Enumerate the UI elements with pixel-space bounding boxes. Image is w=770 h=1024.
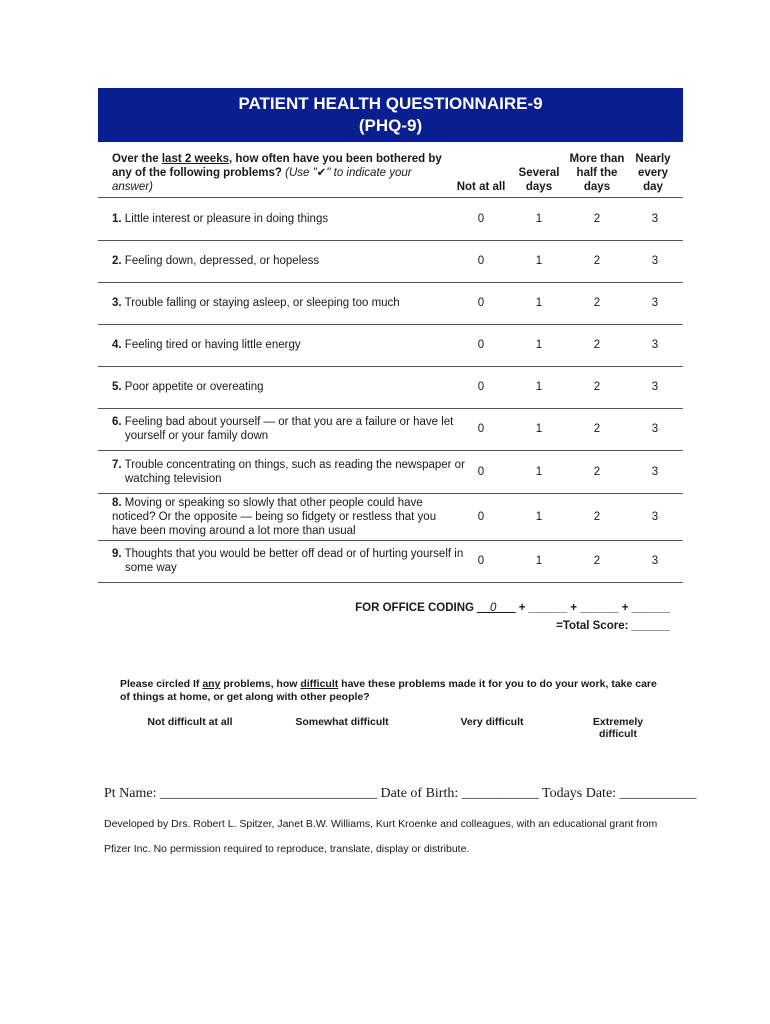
score-option[interactable]: 2: [593, 465, 601, 478]
difficulty-option-very[interactable]: Very difficult: [460, 716, 524, 728]
question-row: [112, 540, 682, 582]
question-text: 3. Trouble falling or staying asleep, or sleeping too much: [112, 297, 400, 309]
question-row: [112, 366, 682, 408]
score-option[interactable]: 0: [477, 255, 485, 267]
score-option[interactable]: 0: [477, 555, 485, 567]
score-option[interactable]: 1: [535, 555, 543, 567]
score-option[interactable]: 1: [535, 213, 543, 225]
score-option[interactable]: 3: [651, 213, 659, 225]
office-coding: FOR OFFICE CODING __0___ + ______ + ______ + ______: [355, 602, 670, 614]
score-option[interactable]: 1: [535, 297, 543, 309]
score-option[interactable]: 2: [593, 510, 601, 523]
office-coding-first: __0___: [477, 602, 516, 614]
question-text: 6. Feeling bad about yourself — or that you are a failure or have let yourself or your family down: [112, 416, 454, 442]
score-option[interactable]: 3: [651, 510, 659, 523]
row-rule: [98, 582, 683, 583]
score-option[interactable]: 0: [477, 339, 485, 351]
score-option[interactable]: 1: [535, 255, 543, 267]
score-option[interactable]: 2: [593, 339, 601, 351]
score-option[interactable]: 0: [477, 423, 485, 435]
question-row: [112, 240, 682, 282]
score-option[interactable]: 2: [593, 555, 601, 567]
question-text: 7. Trouble concentrating on things, such as reading the newspaper or watching television: [112, 458, 465, 485]
difficulty-question: Please circled If any problems, how difficult have these problems made it for you to do your work, take care of things at home, or get along with other people?: [120, 678, 657, 703]
question-row: [112, 493, 682, 540]
question-text: 5. Poor appetite or overeating: [112, 381, 264, 393]
question-text: 9. Thoughts that you would be better off dead or of hurting yourself in some way: [112, 548, 464, 574]
question-text: 8. Moving or speaking so slowly that other people could have noticed? Or the opposite — being so fidgety or restless that you have been moving around a lot more than usual: [112, 496, 437, 537]
col-several-days: Several days: [518, 167, 560, 193]
score-option[interactable]: 3: [651, 255, 659, 267]
total-score: =Total Score: ______: [556, 620, 670, 632]
question-row: [112, 282, 682, 324]
col-not-at-all: Not at all: [456, 181, 506, 193]
score-option[interactable]: 0: [477, 297, 485, 309]
footer-line1: Developed by Drs. Robert L. Spitzer, Janet B.W. Williams, Kurt Kroenke and colleagues, with an educational grant from: [104, 818, 658, 830]
score-option[interactable]: 0: [477, 510, 485, 523]
score-option[interactable]: 2: [593, 297, 601, 309]
col-more-than-half: More than half the days: [569, 153, 625, 193]
title-line2: (PHQ-9): [358, 116, 423, 135]
difficulty-option-extremely[interactable]: Extremely difficult: [592, 716, 644, 740]
last-2-weeks: last 2 weeks: [161, 153, 229, 165]
score-option[interactable]: 0: [477, 381, 485, 393]
score-option[interactable]: 3: [651, 297, 659, 309]
question-row: [112, 198, 682, 240]
score-option[interactable]: 2: [593, 381, 601, 393]
score-option[interactable]: 3: [651, 555, 659, 567]
footer-line2: Pfizer Inc. No permission required to reproduce, translate, display or distribute.: [104, 843, 470, 855]
score-option[interactable]: 1: [535, 465, 543, 478]
patient-info-line[interactable]: Pt Name: _______________________________ Date of Birth: ___________ Todays Date: ___________: [104, 786, 697, 801]
question-row: [112, 408, 682, 450]
score-option[interactable]: 1: [535, 510, 543, 523]
score-option[interactable]: 0: [477, 465, 485, 478]
difficulty-option-somewhat[interactable]: Somewhat difficult: [295, 716, 389, 728]
score-option[interactable]: 2: [593, 255, 601, 267]
title-banner: [98, 88, 683, 142]
score-option[interactable]: 3: [651, 339, 659, 351]
question-row: [112, 450, 682, 493]
title-line1: PATIENT HEALTH QUESTIONNAIRE-9: [238, 94, 543, 113]
score-option[interactable]: 2: [593, 423, 601, 435]
score-option[interactable]: 1: [535, 339, 543, 351]
question-text: 2. Feeling down, depressed, or hopeless: [112, 255, 320, 267]
question-row: [112, 324, 682, 366]
score-option[interactable]: 3: [651, 465, 659, 478]
question-text: 1. Little interest or pleasure in doing things: [112, 213, 329, 225]
difficulty-option-not[interactable]: Not difficult at all: [147, 716, 233, 728]
score-option[interactable]: 3: [651, 381, 659, 393]
question-header: Over the last 2 weeks, how often have you been bothered by any of the following problems? (Use "✔" to indicate your answer): [112, 153, 442, 193]
score-option[interactable]: 1: [535, 423, 543, 435]
question-text: 4. Feeling tired or having little energy: [112, 339, 301, 351]
score-option[interactable]: 2: [593, 213, 601, 225]
col-nearly-every-day: Nearly every day: [635, 153, 671, 193]
score-option[interactable]: 1: [535, 381, 543, 393]
score-option[interactable]: 3: [651, 423, 659, 435]
score-option[interactable]: 0: [477, 213, 485, 225]
